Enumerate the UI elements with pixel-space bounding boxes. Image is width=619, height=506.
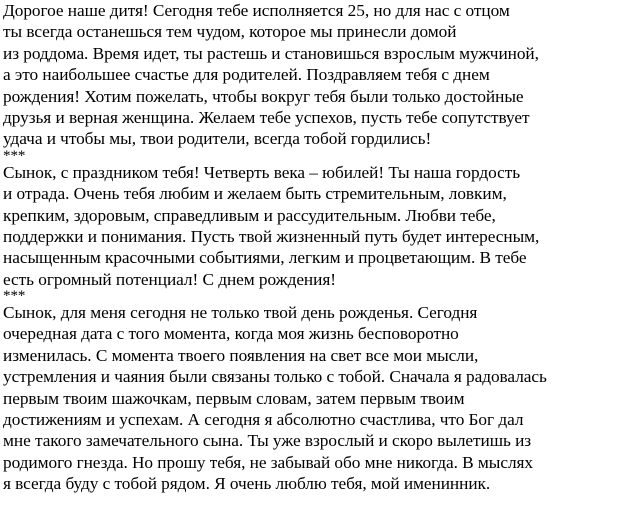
text-line: поддержки и понимания. Пусть твой жизненный путь будет интересным, (3, 226, 540, 246)
text-line: я всегда буду с тобой рядом. Я очень люблю тебя, мой именинник. (3, 474, 491, 494)
text-line: устремления и чаяния были связаны только с тобой. Сначала я радовалась (3, 367, 547, 387)
text-line: крепким, здоровым, справедливым и рассудительным. Любви тебе, (3, 205, 496, 225)
paragraph-2 (3, 162, 616, 290)
text-line: мне такого замечательного сына. Ты уже взрослый и скоро вылетишь из (3, 431, 532, 451)
text-line: есть огромный потенциал! С днем рождения! (3, 269, 336, 289)
paragraph-3 (3, 302, 616, 495)
text-line: Сынок, для меня сегодня не только твой день рожденья. Сегодня (3, 303, 478, 323)
text-line: а это наибольшее счастье для родителей. Поздравляем тебя с днем (3, 65, 490, 85)
text-line: Дорогое наше дитя! Сегодня тебе исполняется 25, но для нас с отцом (3, 1, 510, 20)
text-line: друзья и верная женщина. Желаем тебе успехов, пусть тебе сопутствует (3, 107, 530, 127)
text-line: изменилась. С момента твоего появления на свет все мои мысли, (3, 345, 479, 365)
text-line: достижениям и успехам. А сегодня я абсолютно счастлива, что Бог дал (3, 410, 524, 430)
text-line: рождения! Хотим пожелать, чтобы вокруг тебя были только достойные (3, 86, 524, 106)
separator: *** (3, 288, 26, 305)
separator: *** (3, 147, 26, 164)
text-line: родимого гнезда. Но прошу тебя, не забывай обо мне никогда. В мыслях (3, 452, 534, 472)
text-line: очередная дата с того момента, когда моя жизнь бесповоротно (3, 324, 459, 344)
text-line: насыщенным красочными событиями, легким и процветающим. В тебе (3, 248, 527, 268)
text-line: Сынок, с праздником тебя! Четверть века – юбилей! Ты наша гордость (3, 162, 521, 182)
text-line: первым твоим шажочкам, первым словам, затем первым твоим (3, 388, 465, 408)
paragraph-1 (3, 0, 616, 150)
text-line: из роддома. Время идет, ты растешь и становишься взрослым мужчиной, (3, 43, 539, 63)
text-line: и отрада. Очень тебя любим и желаем быть стремительным, ловким, (3, 184, 507, 204)
text-line: удача и чтобы мы, твои родители, всегда тобой гордились! (3, 129, 432, 149)
text-line: ты всегда останешься тем чудом, которое мы принесли домой (3, 22, 457, 42)
